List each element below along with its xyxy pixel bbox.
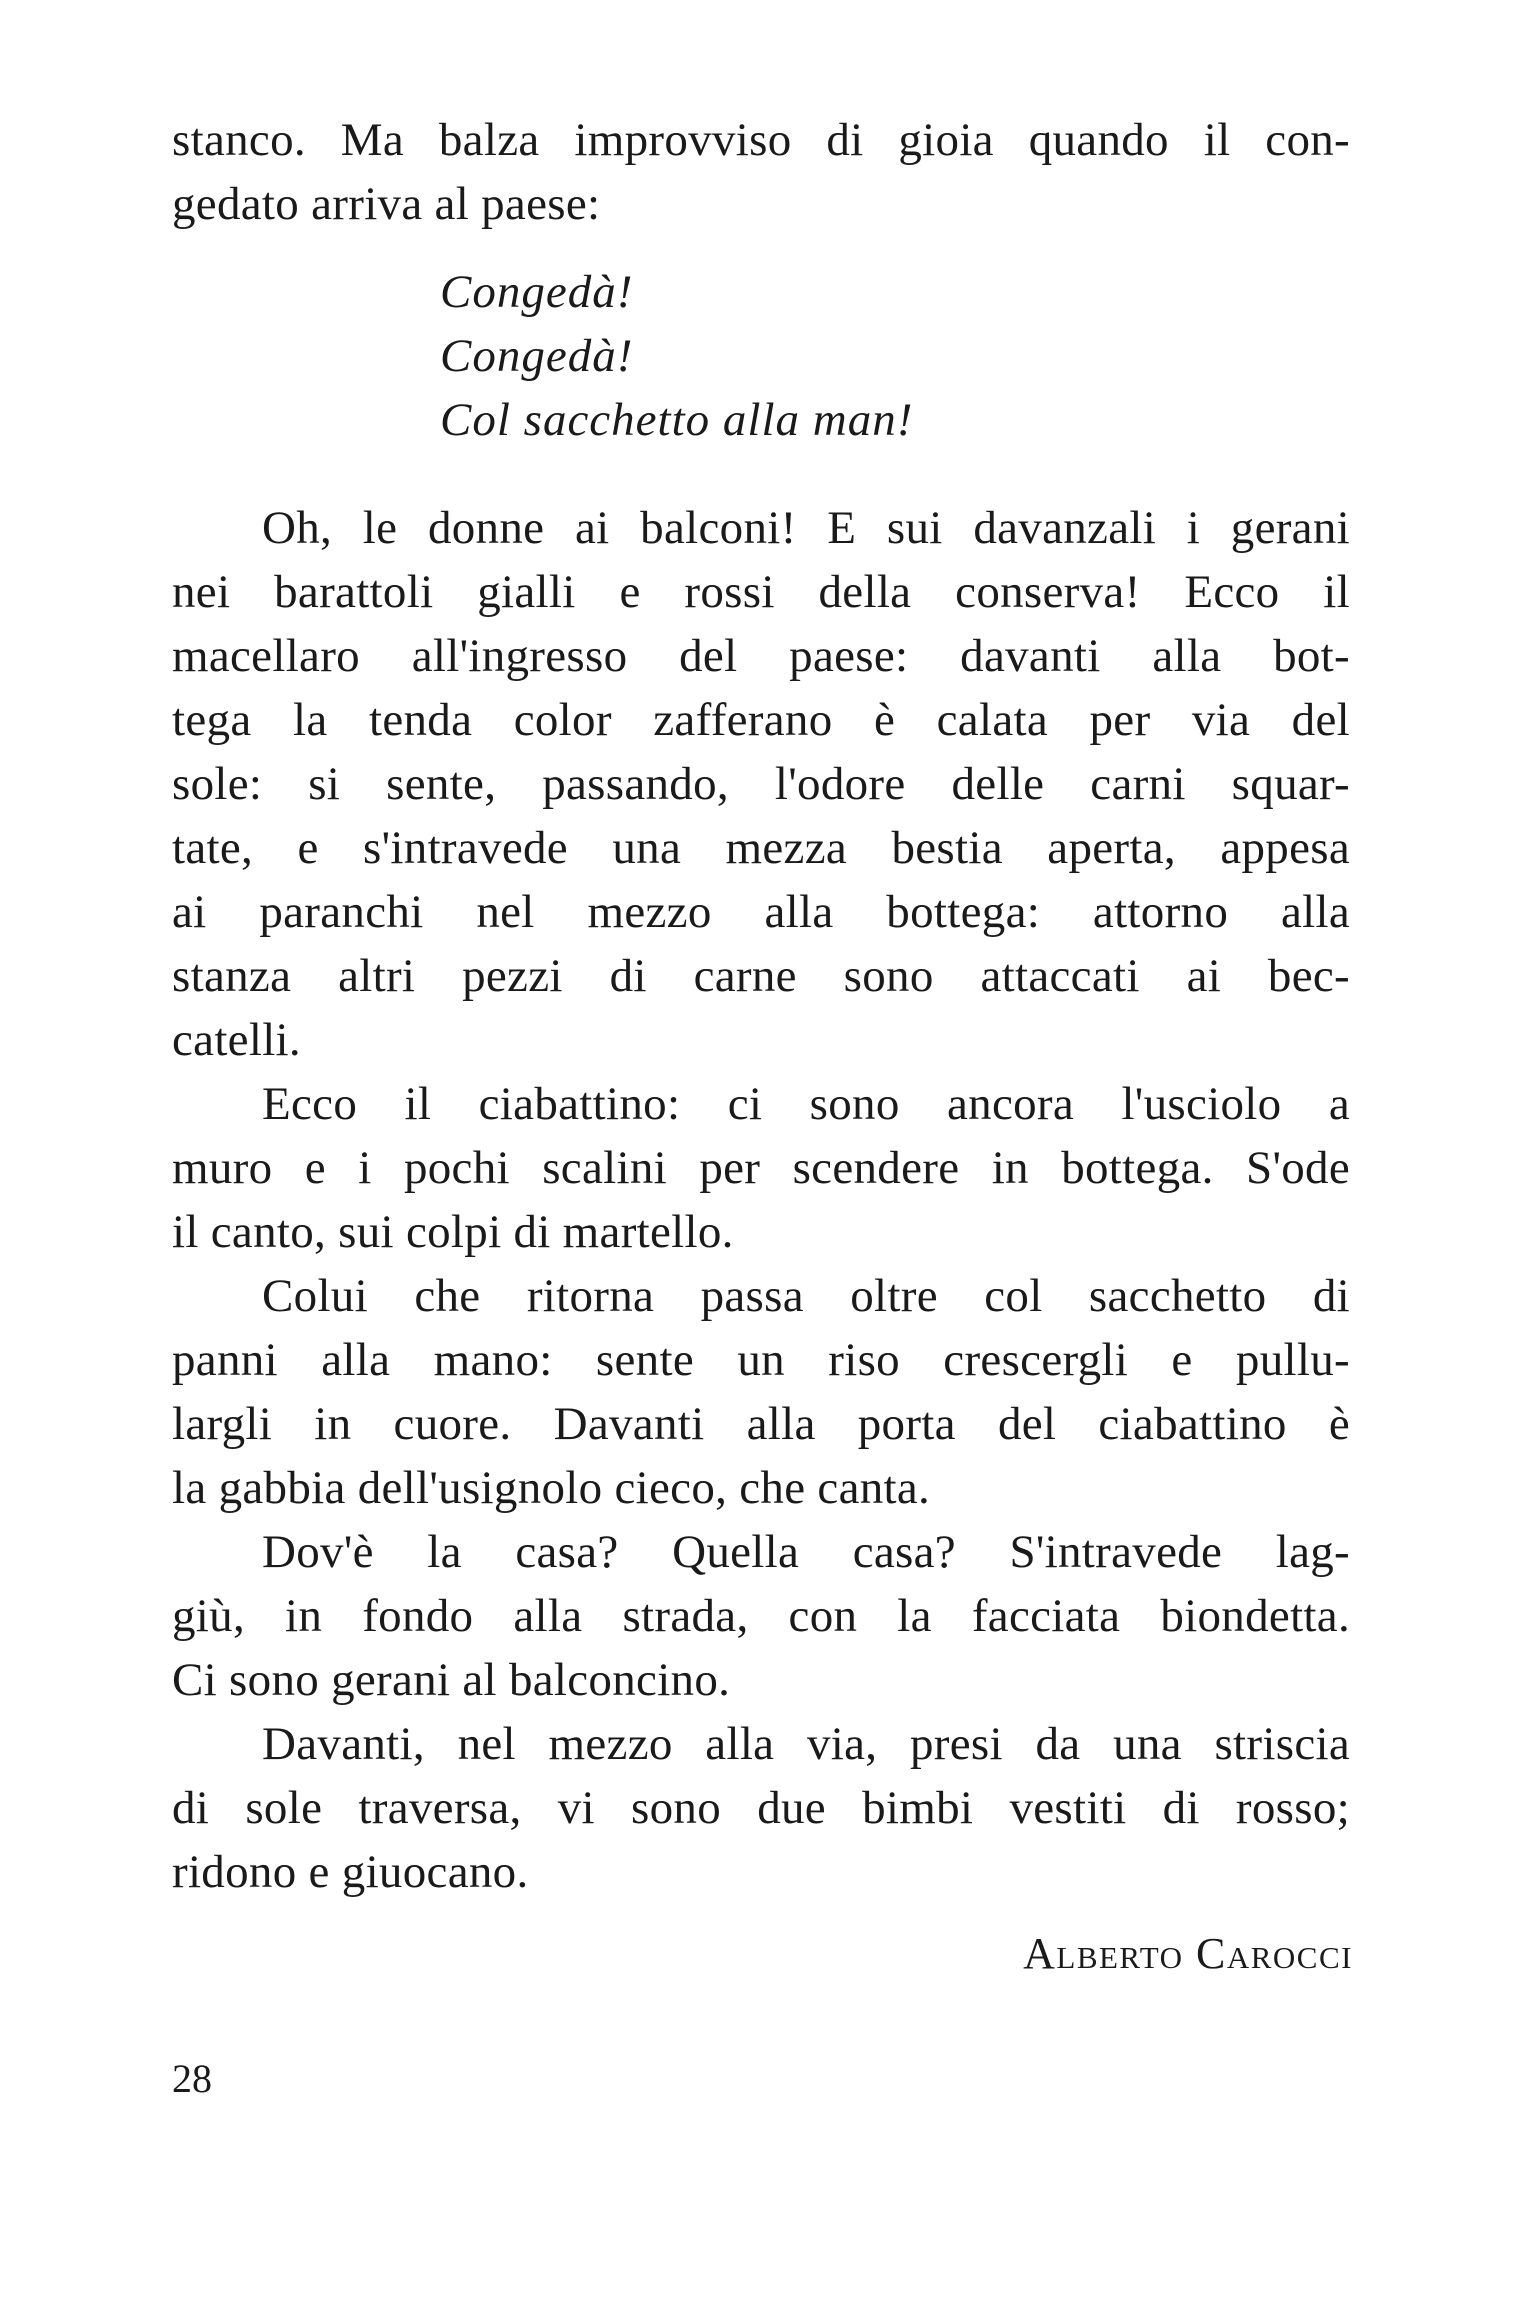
text-line: Davanti, nel mezzo alla via, presi da una striscia [262, 1718, 1350, 1770]
text-line: largli in cuore. Davanti alla porta del ciabattino è [172, 1398, 1350, 1450]
text-line: stanza altri pezzi di carne sono attaccati ai bec- [172, 950, 1350, 1002]
text-line: Colui che ritorna passa oltre col sacchetto di [262, 1270, 1350, 1322]
text-line: il canto, sui colpi di martello. [172, 1206, 734, 1258]
verse-line: Col sacchetto alla man! [440, 394, 914, 446]
paragraph-4 [172, 1520, 1350, 1712]
paragraph-2 [172, 1072, 1350, 1264]
verse-line: Congedà! [440, 330, 634, 382]
text-line: gedato arriva al paese: [172, 178, 601, 230]
paragraph-3 [172, 1264, 1350, 1520]
text-line: di sole traversa, vi sono due bimbi vestiti di rosso; [172, 1782, 1350, 1834]
text-line: stanco. Ma balza improvviso di gioia quando il con- [172, 114, 1350, 166]
text-line: panni alla mano: sente un riso crescergli e pullu- [172, 1334, 1350, 1386]
text-line: Oh, le donne ai balconi! E sui davanzali i gerani [262, 502, 1350, 554]
text-line: macellaro all'ingresso del paese: davanti alla bot- [172, 630, 1350, 682]
verse-line: Congedà! [440, 266, 634, 318]
text-line: Dov'è la casa? Quella casa? S'intravede lag- [262, 1526, 1350, 1578]
page-number: 28 [172, 2056, 212, 2101]
intro-text [172, 108, 1350, 236]
paragraph-5 [172, 1712, 1350, 1904]
text-line: ridono e giuocano. [172, 1846, 529, 1898]
text-line: la gabbia dell'usignolo cieco, che canta. [172, 1462, 931, 1514]
text-line: catelli. [172, 1014, 301, 1066]
text-line: ai paranchi nel mezzo alla bottega: attorno alla [172, 886, 1350, 938]
text-line: tega la tenda color zafferano è calata per via del [172, 694, 1350, 746]
text-line: tate, e s'intravede una mezza bestia aperta, appesa [172, 822, 1350, 874]
text-line: Ci sono gerani al balconcino. [172, 1654, 731, 1706]
text-line: nei barattoli gialli e rossi della conserva! Ecco il [172, 566, 1350, 618]
text-line: muro e i pochi scalini per scendere in bottega. S'ode [172, 1142, 1350, 1194]
text-line: sole: si sente, passando, l'odore delle carni squar- [172, 758, 1350, 810]
text-line: Ecco il ciabattino: ci sono ancora l'usciolo a [262, 1078, 1350, 1130]
author-signature: Alberto Carocci [1023, 1929, 1353, 1978]
paragraph-1 [172, 496, 1350, 1072]
verse-quote [440, 260, 913, 452]
text-line: giù, in fondo alla strada, con la facciata biondetta. [172, 1590, 1350, 1642]
